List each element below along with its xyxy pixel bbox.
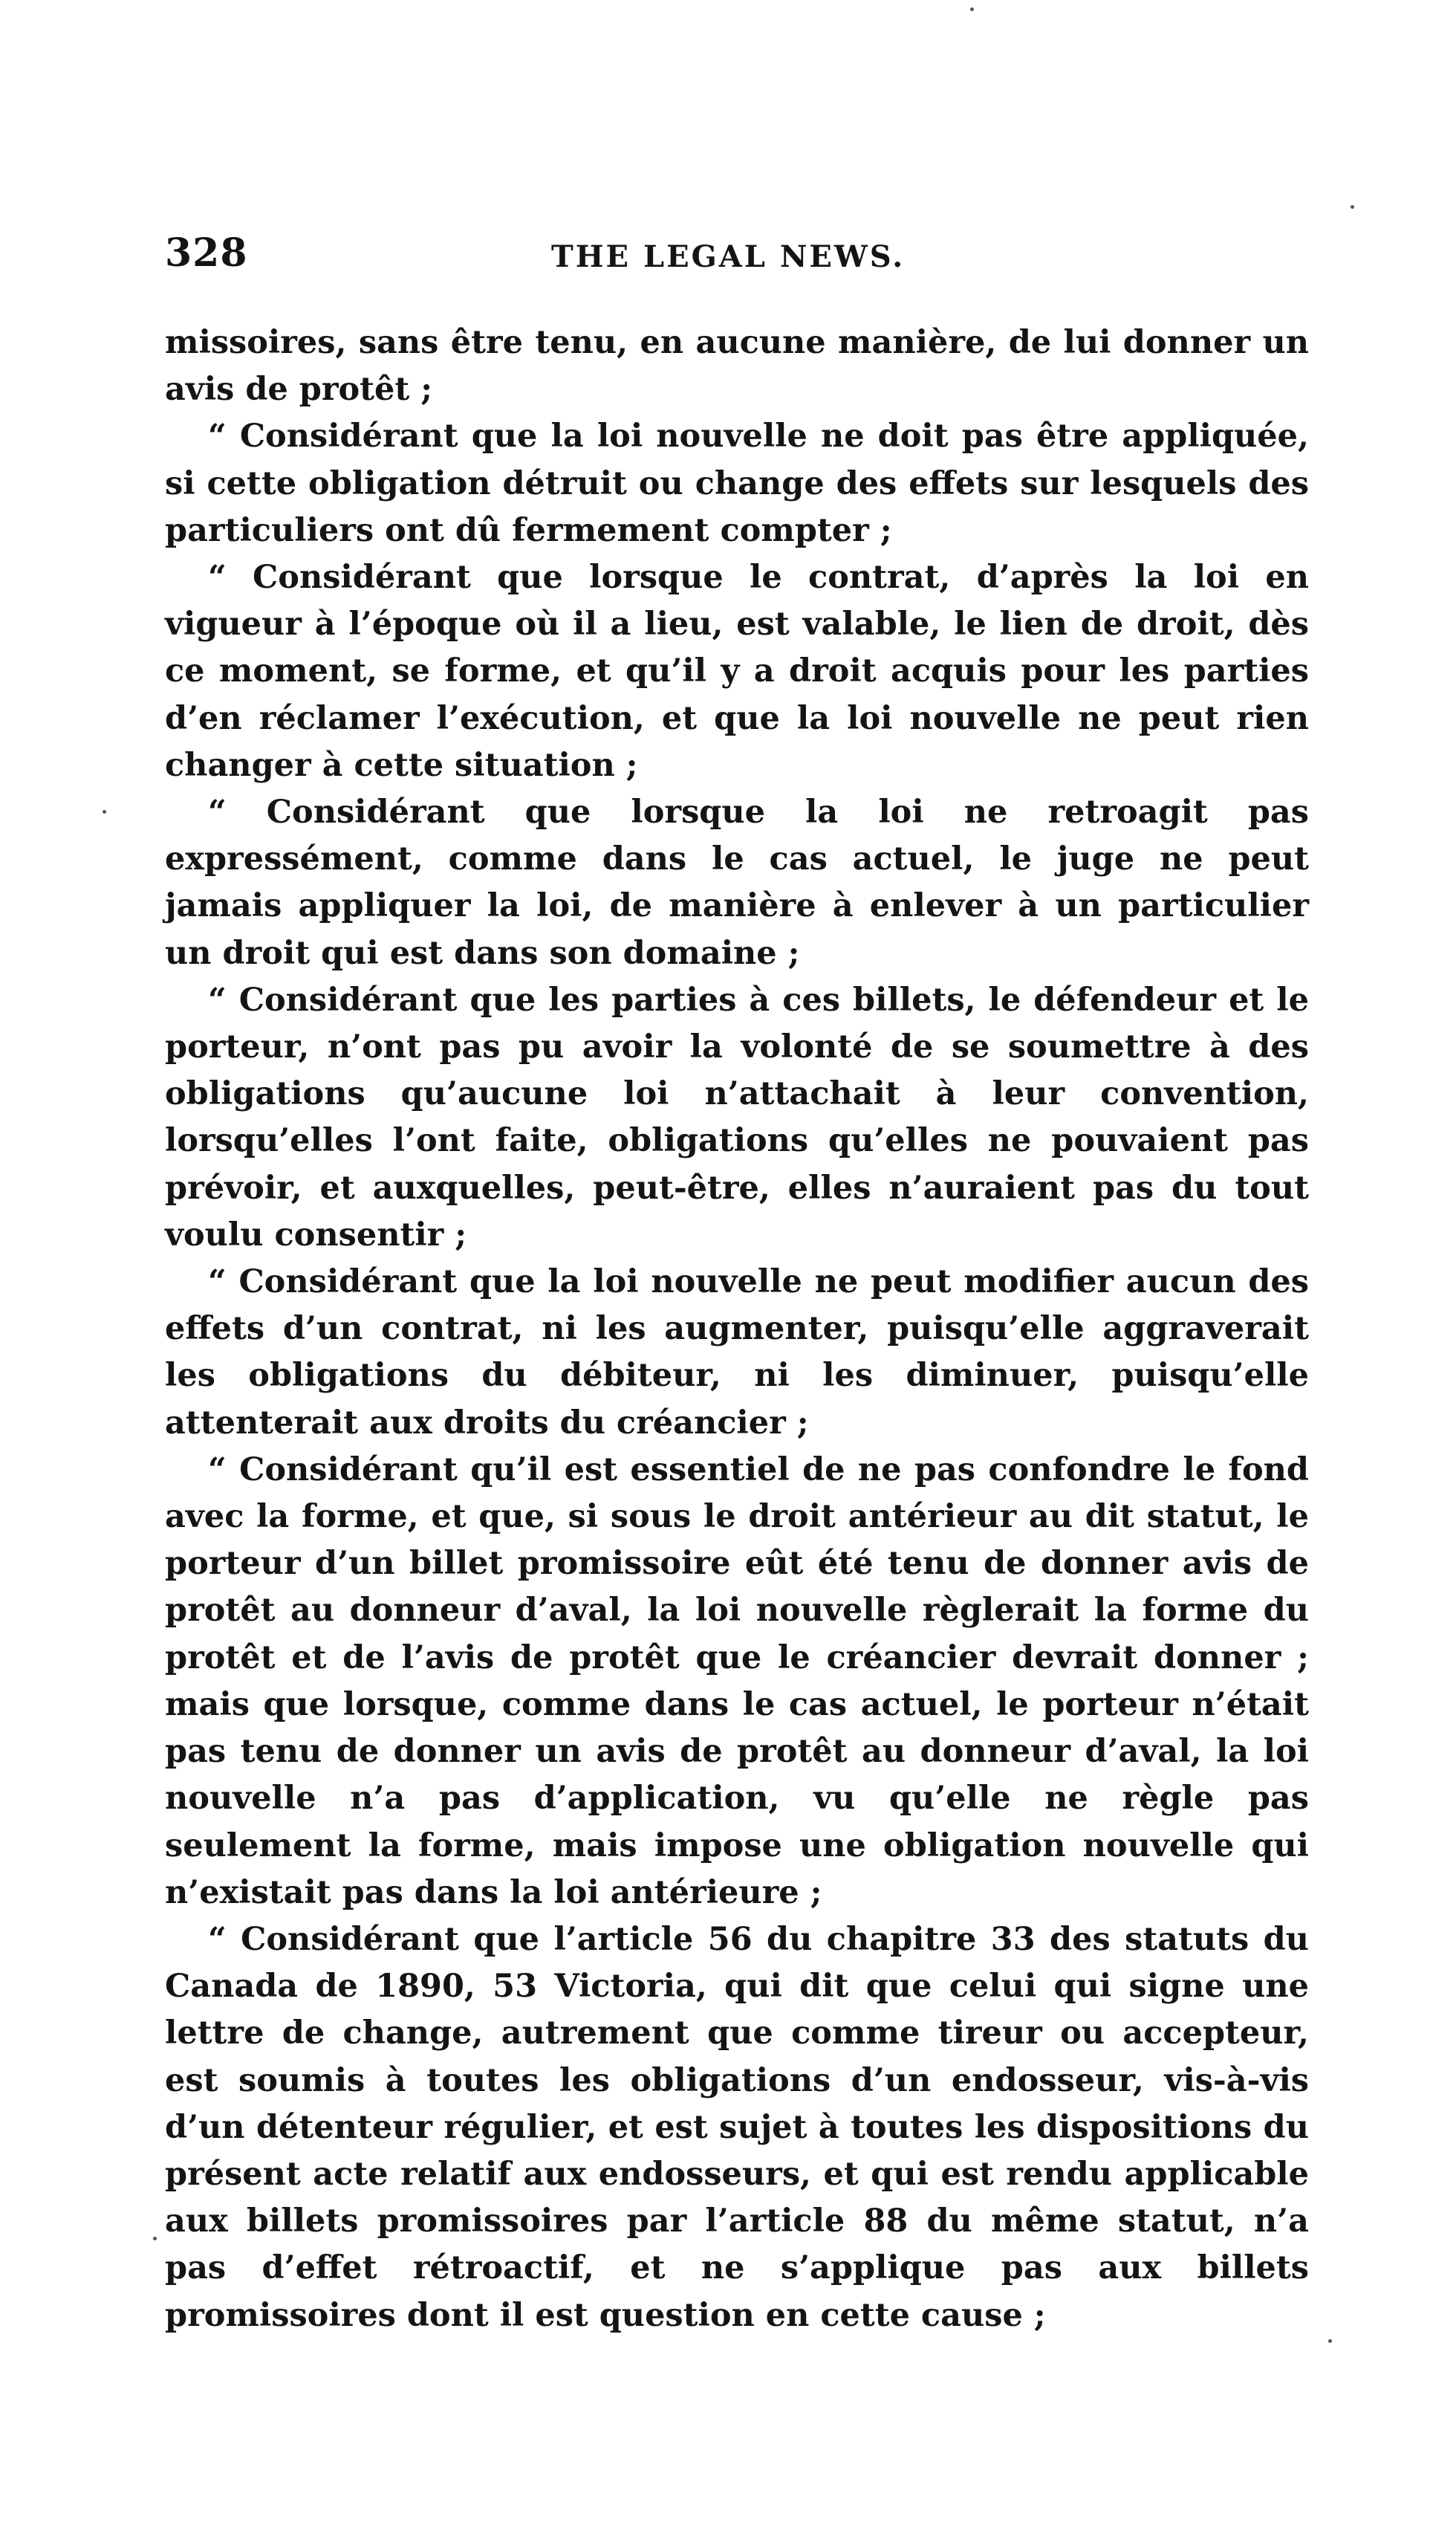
- print-speck: [970, 7, 974, 11]
- paragraph-continuation: missoires, sans être tenu, en aucune manière, de lui donner un avis de protêt ;: [165, 324, 1309, 409]
- paragraph: “ Considérant que lorsque le contrat, d’après la loi en vigueur à l’époque où il a lieu, est valable, le lien de droit, dès ce moment, se forme, et qu’il y a droit acquis pour les parties d’en réclamer l’exécution, et que la loi nouvelle ne peut rien changer à cette situation ;: [165, 559, 1309, 784]
- print-speck: [103, 810, 106, 814]
- body-text: [165, 320, 1309, 2339]
- paragraph: “ Considérant que la loi nouvelle ne peut modifier aucun des effets d’un contrat, ni les augmenter, puisqu’elle aggraverait les obligations du débiteur, ni les diminuer, puisqu’elle attenterait aux droits du créancier ;: [165, 1263, 1309, 1442]
- print-speck: [1328, 2339, 1332, 2343]
- running-title: THE LEGAL NEWS.: [551, 239, 906, 274]
- paragraph: “ Considérant que la loi nouvelle ne doit pas être appliquée, si cette obligation détruit ou change des effets sur lesquels des particuliers ont dû fermement compter ;: [165, 418, 1309, 549]
- print-speck: [153, 2237, 157, 2240]
- page-number: 328: [165, 230, 248, 276]
- print-speck: [1351, 205, 1354, 209]
- paragraph: “ Considérant qu’il est essentiel de ne pas confondre le fond avec la forme, et que, si sous le droit antérieur au dit statut, le porteur d’un billet promissoire eût été tenu de donner avis de protêt au donneur d’aval, la loi nouvelle règlerait la forme du protêt et de l’avis de protêt que le créancier devrait donner ; mais que lorsque, comme dans le cas actuel, le porteur n’était pas tenu de donner un avis de protêt au donneur d’aval, la loi nouvelle n’a pas d’application, vu qu’elle ne règle pas seulement la forme, mais impose une obligation nouvelle qui n’existait pas dans la loi antérieure ;: [165, 1451, 1309, 1911]
- paragraph: “ Considérant que lorsque la loi ne retroagit pas expressément, comme dans le cas actuel, le juge ne peut jamais appliquer la loi, de manière à enlever à un particulier un droit qui est dans son domaine ;: [165, 794, 1309, 972]
- page-header: [165, 223, 1309, 290]
- paragraph: “ Considérant que l’article 56 du chapitre 33 des statuts du Canada de 1890, 53 Victoria, qui dit que celui qui signe une lettre de change, autrement que comme tireur ou accepteur, est soumis à toutes les obligations d’un endosseur, vis-à-vis d’un détenteur régulier, et est sujet à toutes les dispositions du présent acte relatif aux endosseurs, et qui est rendu applicable aux billets promissoires par l’article 88 du même statut, n’a pas d’effet rétroactif, et ne s’applique pas aux billets promissoires dont il est question en cette cause ;: [165, 1920, 1309, 2334]
- paragraph: “ Considérant que les parties à ces billets, le défendeur et le porteur, n’ont pas pu avoir la volonté de se soumettre à des obligations qu’aucune loi n’attachait à leur convention, lorsqu’elles l’ont faite, obligations qu’elles ne pouvaient pas prévoir, et auxquelles, peut-être, elles n’auraient pas du tout voulu consentir ;: [165, 981, 1309, 1254]
